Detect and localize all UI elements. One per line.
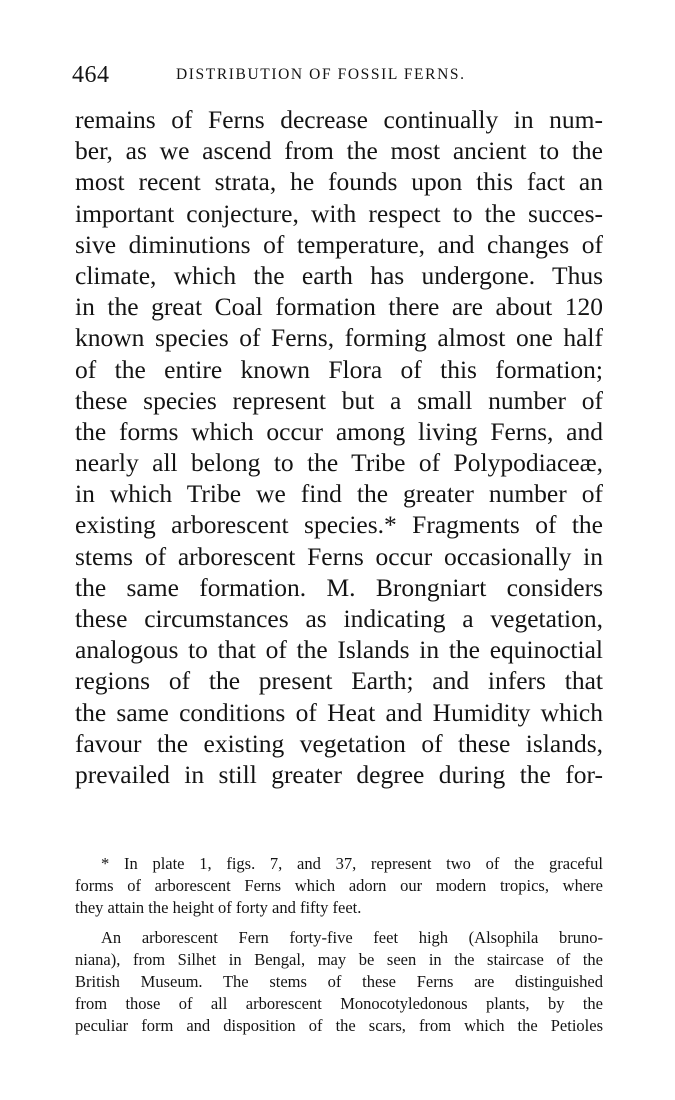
page-number: 464: [72, 62, 110, 88]
footnote-line: they attain the height of forty and fifty feet.: [75, 898, 362, 918]
footnote-line: British Museum. The stems of these Ferns are distinguished: [75, 971, 603, 991]
footnote-line: forms of arborescent Ferns which adorn our modern tropics, where: [75, 876, 603, 896]
body-line: remains of Ferns decrease continually in num-: [75, 105, 603, 134]
body-line: these circumstances as indicating a vegetation,: [75, 604, 603, 633]
body-line: the forms which occur among living Ferns, and: [75, 416, 603, 446]
body-paragraph: [75, 104, 603, 790]
footnote-line: peculiar form and disposition of the scars, from which the Petioles: [75, 1016, 603, 1036]
body-line: analogous to that of the Islands in the equinoctial: [75, 635, 603, 665]
footnote-line: niana), from Silhet in Bengal, may be seen in the staircase of the: [75, 949, 603, 969]
footnote-line: from those of all arborescent Monocotyledonous plants, by the: [75, 994, 603, 1014]
footnote-plate-reference: [75, 853, 603, 920]
footnote-line: * In plate 1, figs. 7, and 37, represent two of the graceful: [101, 854, 603, 873]
body-line: ber, as we ascend from the most ancient to the: [75, 136, 603, 166]
body-line: in which Tribe we find the greater number of: [75, 479, 603, 509]
body-line: important conjecture, with respect to the succes-: [75, 198, 603, 228]
body-line: the same formation. M. Brongniart considers: [75, 572, 603, 602]
body-line: regions of the present Earth; and infers that: [75, 666, 603, 696]
body-line: in the great Coal formation there are about 120: [75, 292, 603, 322]
footnotes: [75, 853, 603, 1038]
body-line: sive diminutions of temperature, and changes of: [75, 229, 603, 259]
body-line: favour the existing vegetation of these islands,: [75, 728, 603, 758]
body-line: most recent strata, he founds upon this fact an: [75, 167, 603, 197]
running-header: [72, 62, 602, 92]
body-line: of the entire known Flora of this formation;: [75, 354, 603, 384]
body-line: the same conditions of Heat and Humidity which: [75, 697, 603, 727]
body-line: prevailed in still greater degree during the for-: [75, 759, 603, 789]
body-line: stems of arborescent Ferns occur occasionally in: [75, 541, 603, 571]
footnote-line: An arborescent Fern forty-five feet high (Alsophila bruno-: [101, 927, 603, 947]
body-line: nearly all belong to the Tribe of Polypodiaceæ,: [75, 448, 603, 478]
body-line: existing arborescent species.* Fragments of the: [75, 510, 603, 540]
running-title: DISTRIBUTION OF FOSSIL FERNS.: [176, 66, 466, 83]
body-line: climate, which the earth has undergone. Thus: [75, 260, 603, 290]
body-line: these species represent but a small number of: [75, 385, 603, 415]
body-line: known species of Ferns, forming almost one half: [75, 323, 603, 353]
footnote-alsophila: [75, 927, 603, 1038]
